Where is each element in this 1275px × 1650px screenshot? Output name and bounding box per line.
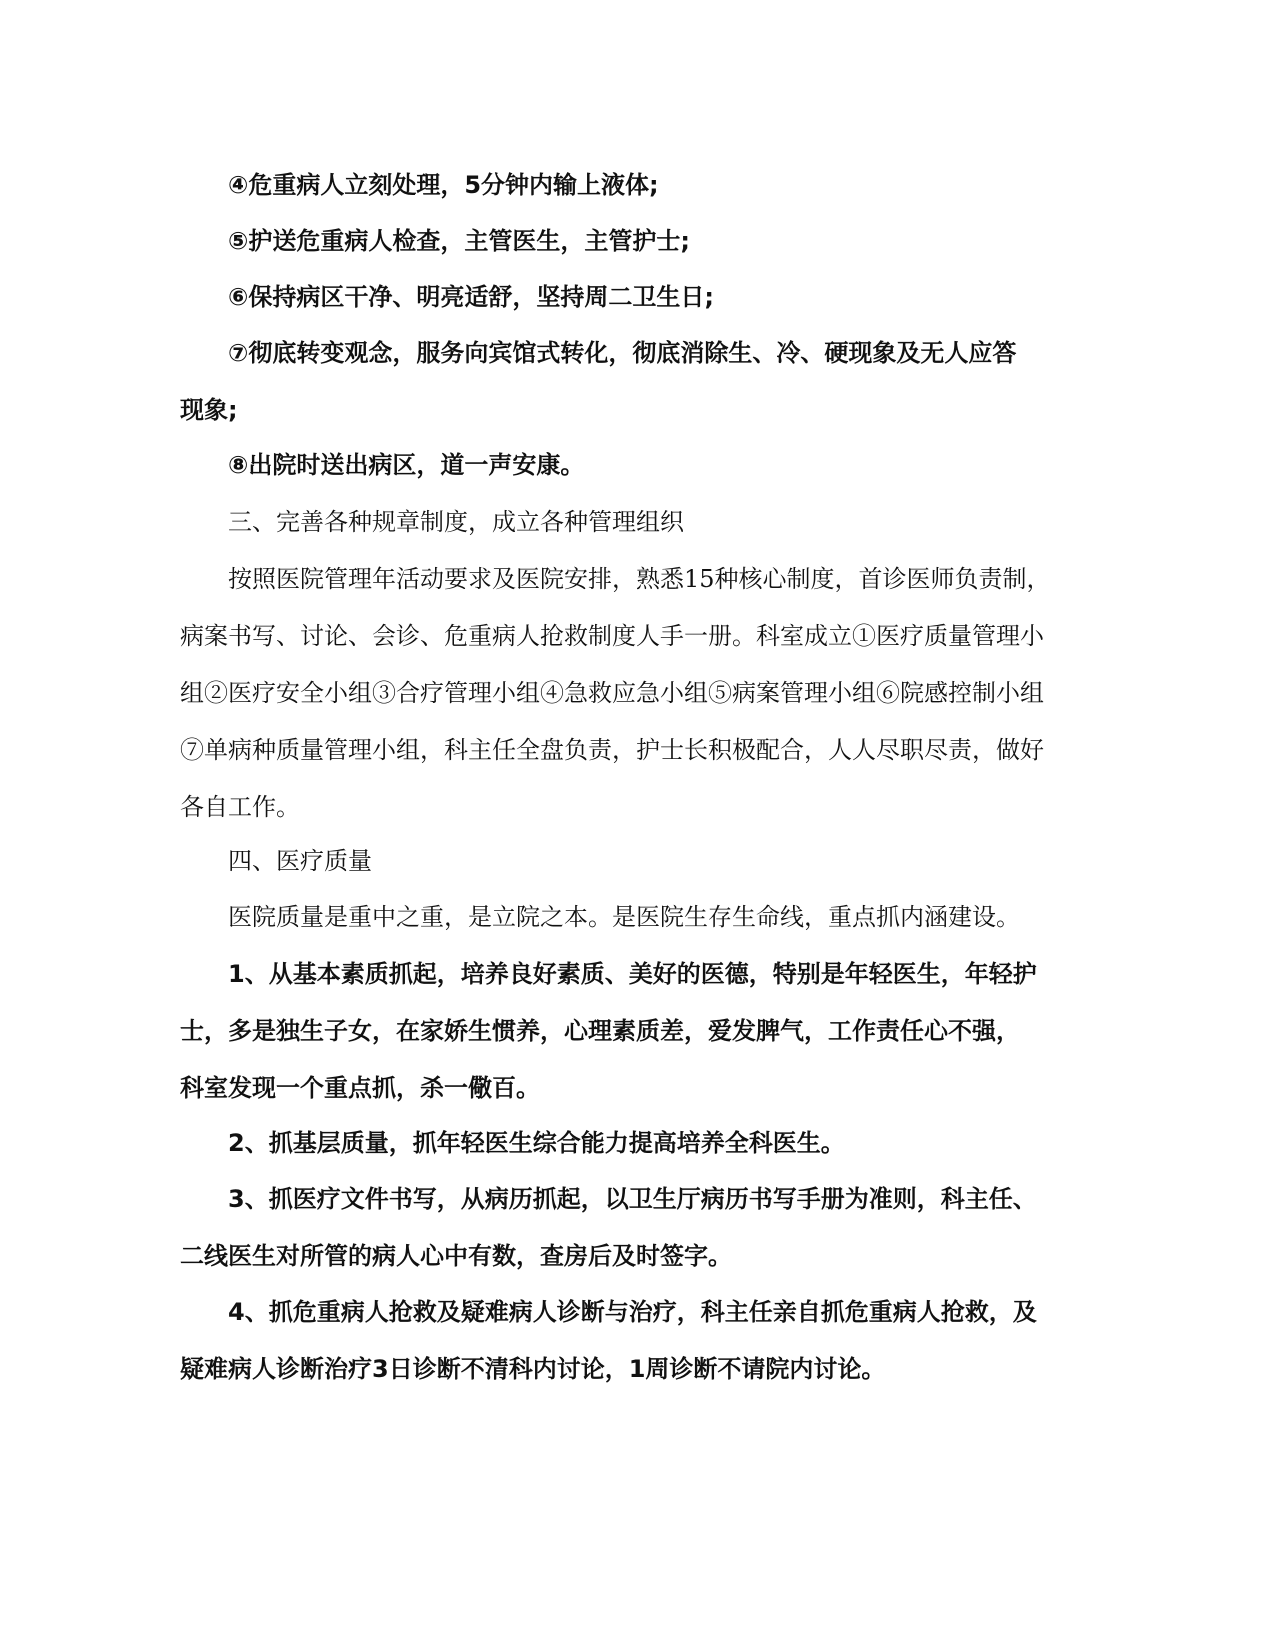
- text-line: ⑦彻底转变观念，服务向宾馆式转化，彻底消除生、冷、硬现象及无人应答: [228, 339, 1017, 367]
- text-line: 各自工作。: [180, 793, 300, 821]
- paragraph-point-1: [180, 946, 1060, 1117]
- text-line: 疑难病人诊断治疗3日诊断不清科内讨论，1周诊断不请院内讨论。: [180, 1355, 886, 1383]
- text-line: ⑦单病种质量管理小组，科主任全盘负责，护士长积极配合，人人尽职尽责，做好: [180, 736, 1044, 764]
- text-line: 病案书写、讨论、会诊、危重病人抢救制度人手一册。科室成立①医疗质量管理小: [180, 622, 1044, 650]
- text-line: 四、医疗质量: [228, 847, 372, 875]
- paragraph-point-2: [180, 1115, 1060, 1172]
- paragraph-management-orgs: [180, 551, 1060, 836]
- paragraph-item-5: [180, 213, 1060, 270]
- paragraph-item-6: [180, 269, 1060, 326]
- section-heading-3: [180, 494, 1060, 551]
- paragraph-quality-intro: [180, 889, 1060, 946]
- text-line: ⑧出院时送出病区，道一声安康。: [228, 451, 585, 479]
- text-line: 2、抓基层质量，抓年轻医生综合能力提高培养全科医生。: [228, 1129, 845, 1157]
- text-line: 现象;: [180, 396, 238, 424]
- text-line: ⑤护送危重病人检查，主管医生，主管护士;: [228, 227, 690, 255]
- text-line: 医院质量是重中之重，是立院之本。是医院生存生命线，重点抓内涵建设。: [228, 903, 1020, 931]
- text-line: ⑥保持病区干净、明亮适舒，坚持周二卫生日;: [228, 283, 714, 311]
- text-line: 二线医生对所管的病人心中有数，查房后及时签字。: [180, 1242, 732, 1270]
- text-line: 3、抓医疗文件书写，从病历抓起，以卫生厅病历书写手册为准则，科主任、: [228, 1185, 1037, 1213]
- text-line: 1、从基本素质抓起，培养良好素质、美好的医德，特别是年轻医生，年轻护: [228, 960, 1037, 988]
- paragraph-item-4: [180, 157, 1060, 214]
- text-line: 科室发现一个重点抓，杀一儆百。: [180, 1074, 540, 1102]
- section-heading-4: [180, 833, 1060, 890]
- paragraph-item-7: [180, 325, 1060, 439]
- paragraph-item-8: [180, 437, 1060, 494]
- text-line: 按照医院管理年活动要求及医院安排，熟悉15种核心制度，首诊医师负责制，: [228, 565, 1051, 593]
- paragraph-point-3: [180, 1171, 1060, 1285]
- text-line: 组②医疗安全小组③合疗管理小组④急救应急小组⑤病案管理小组⑥院感控制小组: [180, 679, 1044, 707]
- text-line: 4、抓危重病人抢救及疑难病人诊断与治疗，科主任亲自抓危重病人抢救，及: [228, 1298, 1037, 1326]
- paragraph-point-4: [180, 1284, 1060, 1398]
- text-line: 士，多是独生子女，在家娇生惯养，心理素质差，爱发脾气，工作责任心不强，: [180, 1017, 1020, 1045]
- text-line: 三、完善各种规章制度，成立各种管理组织: [228, 508, 684, 536]
- text-line: ④危重病人立刻处理，5分钟内输上液体;: [228, 171, 659, 199]
